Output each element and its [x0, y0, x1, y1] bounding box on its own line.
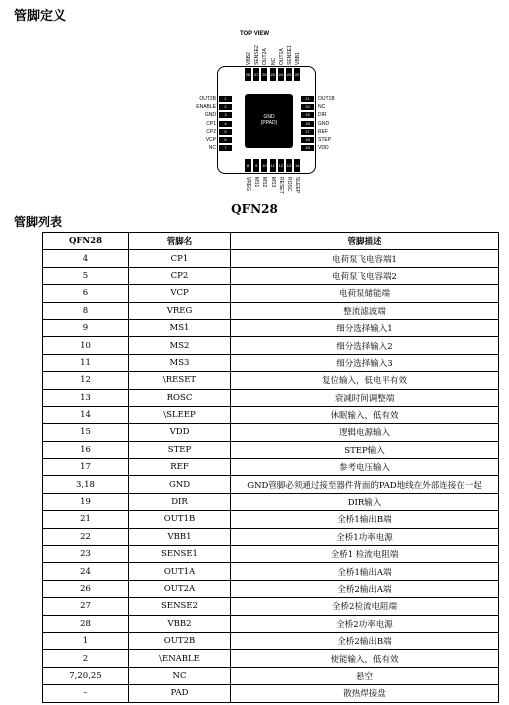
section-title-pin-definition: 管脚定义 [14, 9, 67, 24]
pin-label: RESET [277, 177, 284, 194]
table-row [43, 667, 499, 684]
pin-number-cell: 27 [43, 598, 129, 615]
pin-number-cell: 5 [43, 267, 129, 284]
pin-number-cell: – [43, 685, 129, 702]
pin-number-box: 23 [286, 68, 292, 81]
pin-label: SLEEP [294, 177, 301, 194]
pin-label: ROSC [286, 177, 292, 192]
pin-description-cell: 全桥2检流电阻端 [231, 598, 499, 615]
pad-label-gnd: GND [263, 114, 275, 120]
table-row [43, 267, 499, 284]
pin-number-cell: 8 [43, 302, 129, 319]
pin-label: NC [318, 104, 326, 111]
pin-label: CP1 [206, 120, 216, 127]
pin-label: NC [270, 57, 277, 65]
pin-description-cell: 全桥2输出A端 [231, 580, 499, 597]
pin-number-cell: 23 [43, 546, 129, 563]
pin-label: VBB2 [246, 52, 252, 65]
header-pin-description: 管脚描述 [231, 233, 499, 250]
pin-name-cell: MS2 [129, 337, 231, 354]
pin-number-cell: 1 [43, 632, 129, 649]
table-row [43, 372, 499, 389]
pin-number-cell: 11 [43, 354, 129, 371]
pin-description-cell: 细分选择输入1 [231, 319, 499, 336]
pin-description-cell: 细分选择输入2 [231, 337, 499, 354]
table-row [43, 424, 499, 441]
pin-number-cell: 4 [43, 250, 129, 267]
pin-description-cell: 全桥1功率电源 [231, 528, 499, 545]
pin-table [42, 232, 499, 703]
pin-number-box: 19 [301, 112, 314, 118]
pin-number-cell: 19 [43, 493, 129, 510]
pin-name-cell: GND [129, 476, 231, 493]
pin-number-cell: 17 [43, 459, 129, 476]
table-row [43, 650, 499, 667]
pin-name-cell: SENSE2 [129, 598, 231, 615]
pin-name-cell: OUT2A [129, 580, 231, 597]
pin-description-cell: 使能输入，低有效 [231, 650, 499, 667]
pin-number-box: 14 [294, 159, 300, 172]
table-row [43, 250, 499, 267]
pin-number-box: 16 [301, 137, 314, 143]
pin-number-box: 12 [278, 159, 284, 172]
table-row [43, 511, 499, 528]
table-row [43, 319, 499, 336]
pin-description-cell: 逻辑电源输入 [231, 424, 499, 441]
pin-label: REF [318, 128, 328, 135]
pin-name-cell: CP2 [129, 267, 231, 284]
pin-label: OUT1A [278, 48, 285, 65]
table-row [43, 685, 499, 702]
table-row [43, 337, 499, 354]
pin-number-box: 6 [219, 137, 232, 143]
table-row [43, 632, 499, 649]
table-row [43, 546, 499, 563]
pin-description-cell: 电荷泵飞电容端2 [231, 267, 499, 284]
pin-label: STEP [318, 137, 332, 143]
pin-description-cell: 电荷泵飞电容端1 [231, 250, 499, 267]
table-row [43, 563, 499, 580]
pin-description-cell: 全桥2输出B端 [231, 632, 499, 649]
table-row [43, 285, 499, 302]
pin-number-box: 25 [270, 68, 276, 81]
pin-description-cell: 参考电压输入 [231, 459, 499, 476]
pin-number-cell: 6 [43, 285, 129, 302]
section-title-pin-list: 管脚列表 [14, 215, 63, 229]
table-row [43, 476, 499, 493]
table-header-row [43, 233, 499, 250]
pin-name-cell: \SLEEP [129, 406, 231, 423]
pin-label: VREG [245, 177, 251, 192]
pin-label: GND [204, 112, 216, 119]
pin-description-cell: 全桥1输出B端 [231, 511, 499, 528]
pin-number-box: 4 [219, 121, 232, 127]
pin-number-box: 11 [270, 159, 276, 172]
pin-number-cell: 9 [43, 319, 129, 336]
pin-description-cell: 衰减时间调整端 [231, 389, 499, 406]
pin-label: VCP [205, 137, 216, 143]
top-view-label: TOP VIEW [239, 31, 270, 37]
pin-name-cell: VBB2 [129, 615, 231, 632]
pin-label: MS2 [261, 177, 268, 188]
pin-number-box: 27 [253, 68, 259, 81]
exposed-pad [245, 94, 293, 148]
pin-name-cell: VDD [129, 424, 231, 441]
pin-label: NC [208, 145, 216, 152]
pin-number-box: 28 [245, 68, 251, 81]
pin-label: OUT2A [262, 48, 269, 65]
pin-description-cell: 散热焊接盘 [231, 685, 499, 702]
pin-description-cell: STEP输入 [231, 441, 499, 458]
pin-number-box: 2 [219, 104, 232, 110]
table-row [43, 528, 499, 545]
pin-description-cell: 电荷泵储能端 [231, 285, 499, 302]
pin-number-box: 1 [219, 96, 232, 102]
pin-number-cell: 10 [43, 337, 129, 354]
table-row [43, 389, 499, 406]
pin-name-cell: ROSC [129, 389, 231, 406]
table-row [43, 615, 499, 632]
pin-number-cell: 22 [43, 528, 129, 545]
table-row [43, 441, 499, 458]
pin-description-cell: 全桥2功率电源 [231, 615, 499, 632]
header-pin-name: 管脚名 [129, 233, 231, 250]
table-row [43, 354, 499, 371]
pin-number-box: 5 [219, 129, 232, 135]
pin-number-cell: 3,18 [43, 476, 129, 493]
pin-number-cell: 24 [43, 563, 129, 580]
pin-name-cell: MS1 [129, 319, 231, 336]
pin-description-cell: 复位输入，低电平有效 [231, 372, 499, 389]
pin-number-cell: 14 [43, 406, 129, 423]
pin-number-box: 24 [278, 68, 284, 81]
table-row [43, 302, 499, 319]
table-row [43, 459, 499, 476]
pin-name-cell: \ENABLE [129, 650, 231, 667]
header-qfn28: QFN28 [43, 233, 129, 250]
pin-name-cell: MS3 [129, 354, 231, 371]
pin-number-box: 22 [294, 68, 300, 81]
pin-description-cell: DIR输入 [231, 493, 499, 510]
pad-label-ppad: (PPAD) [260, 120, 278, 126]
pin-label: CP2 [206, 128, 216, 135]
pin-name-cell: \RESET [129, 372, 231, 389]
pin-number-cell: 16 [43, 441, 129, 458]
pin-number-box: 7 [219, 145, 232, 151]
pin-label: SENSE1 [287, 45, 293, 65]
pin-description-cell: 悬空 [231, 667, 499, 684]
pin-label: OUT2B [199, 96, 216, 102]
pin-label: GND [318, 120, 330, 127]
table-row [43, 598, 499, 615]
pin-number-box: 8 [245, 159, 251, 172]
table-row [43, 406, 499, 423]
package-name: QFN28 [231, 202, 278, 216]
pin-name-cell: OUT1A [129, 563, 231, 580]
pin-number-cell: 15 [43, 424, 129, 441]
pin-number-box: 26 [261, 68, 267, 81]
pin-number-cell: 28 [43, 615, 129, 632]
pin-number-box: 20 [301, 104, 314, 110]
pin-name-cell: NC [129, 667, 231, 684]
pin-name-cell: VREG [129, 302, 231, 319]
pin-name-cell: VBB1 [129, 528, 231, 545]
pin-description-cell: 整流滤波端 [231, 302, 499, 319]
pin-label: MS3 [269, 177, 276, 188]
pin-description-cell: 细分选择输入3 [231, 354, 499, 371]
pin-name-cell: SENSE1 [129, 546, 231, 563]
table-row [43, 493, 499, 510]
pin-label: VBB1 [295, 52, 302, 65]
pin-name-cell: REF [129, 459, 231, 476]
pin-name-cell: DIR [129, 493, 231, 510]
pin-number-box: 10 [261, 159, 267, 172]
pin-label: VDD [318, 145, 329, 152]
pin-description-cell: 全桥1 检流电阻端 [231, 546, 499, 563]
pin-description-cell: 全桥1输出A端 [231, 563, 499, 580]
pin-number-cell: 12 [43, 372, 129, 389]
pin-number-box: 9 [253, 159, 259, 172]
pin-name-cell: OUT1B [129, 511, 231, 528]
pin-number-cell: 21 [43, 511, 129, 528]
pin-number-box: 18 [301, 121, 314, 127]
pin-number-box: 17 [301, 129, 314, 135]
pin-name-cell: PAD [129, 685, 231, 702]
table-row [43, 580, 499, 597]
pin-number-box: 3 [219, 112, 232, 118]
pin-number-cell: 13 [43, 389, 129, 406]
pin-name-cell: CP1 [129, 250, 231, 267]
pin-number-box: 13 [286, 159, 292, 172]
pin-number-cell: 26 [43, 580, 129, 597]
pin-label: DIR [318, 112, 327, 119]
pin-description-cell: GND管脚必须通过接至器件背面的PAD地线在外部连接在一起 [231, 476, 499, 493]
pin-label: MS1 [253, 177, 260, 188]
pin-label: ENABLE [196, 104, 216, 111]
pin-number-box: 15 [301, 145, 314, 151]
pin-name-cell: OUT2B [129, 632, 231, 649]
pin-name-cell: VCP [129, 285, 231, 302]
pin-number-cell: 7,20,25 [43, 667, 129, 684]
pin-number-cell: 2 [43, 650, 129, 667]
pin-description-cell: 休眠输入，低有效 [231, 406, 499, 423]
pin-number-box: 21 [301, 96, 314, 102]
pin-name-cell: STEP [129, 441, 231, 458]
pin-label: SENSE2 [254, 45, 261, 65]
pin-label: OUT1B [318, 96, 335, 102]
